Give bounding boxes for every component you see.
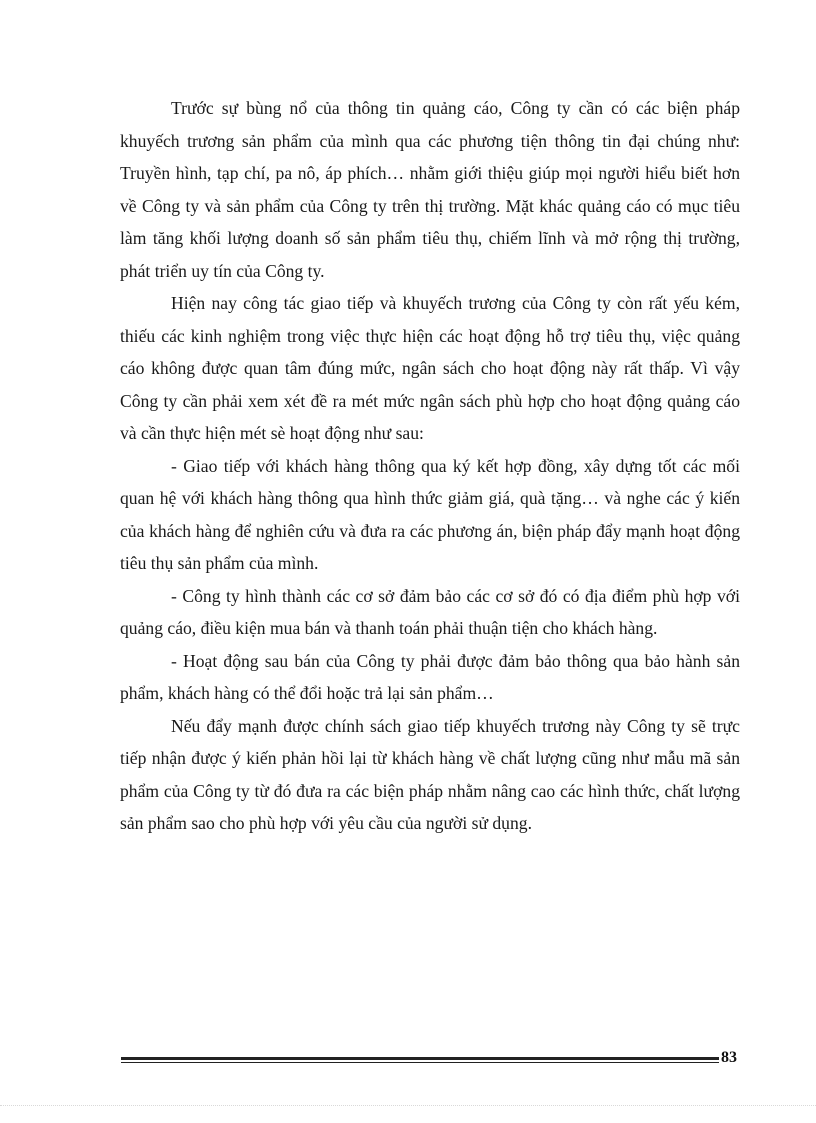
footer-rule [121, 1057, 719, 1063]
paragraph-bullet-customer-communication: - Giao tiếp với khách hàng thông qua ký kết hợp đồng, xây dựng tốt các mối quan hệ với khách hàng thông qua hình thức giảm giá, quà tặng… và nghe các ý kiến của khách hàng để nghiên cứu và đưa ra các phương án, biện pháp đẩy mạnh hoạt động tiêu thụ sản phẩm của mình. [120, 455, 740, 573]
paragraph-advertising-intro: Trước sự bùng nổ của thông tin quảng cáo, Công ty cần có các biện pháp khuyếch trương sản phẩm của mình qua các phương tiện thông tin đại chúng như: Truyền hình, tạp chí, pa nô, áp phích… nhằm giới thiệu giúp mọi người hiểu biết hơn về Công ty và sản phẩm của Công ty trên thị trường. Mặt khác quảng cáo có mục tiêu làm tăng khối lượng doanh số sản phẩm tiêu thụ, chiếm lĩnh và mở rộng thị trường, phát triển uy tín của Công ty. [120, 98, 740, 281]
paragraph-bullet-facilities: - Công ty hình thành các cơ sở đảm bảo các cơ sở đó có địa điểm phù hợp với quảng cáo, điều kiện mua bán và thanh toán phải thuận tiện cho khách hàng. [120, 585, 740, 638]
page-number: 83 [721, 1049, 737, 1066]
body-text [120, 92, 740, 840]
page-bottom-dotted-line [0, 1105, 816, 1106]
paragraph-current-status: Hiện nay công tác giao tiếp và khuyếch trương của Công ty còn rất yếu kém, thiếu các kinh nghiệm trong việc thực hiện các hoạt động hỗ trợ tiêu thụ, việc quảng cáo không được quan tâm đúng mức, ngân sách cho hoạt động này rất thấp. Vì vậy Công ty cần phải xem xét đề ra mét mức ngân sách phù hợp cho hoạt động quảng cáo và cần thực hiện mét sè hoạt động như sau: [120, 293, 740, 443]
paragraph-bullet-after-sales: - Hoạt động sau bán của Công ty phải được đảm bảo thông qua bảo hành sản phẩm, khách hàng có thể đổi hoặc trả lại sản phẩm… [120, 650, 740, 703]
paragraph-conclusion: Nếu đẩy mạnh được chính sách giao tiếp khuyếch trương này Công ty sẽ trực tiếp nhận được ý kiến phản hồi lại từ khách hàng về chất lượng cũng như mẫu mã sản phẩm của Công ty từ đó đưa ra các biện pháp nhằm nâng cao các hình thức, chất lượng sản phẩm sao cho phù hợp với yêu cầu của người sử dụng. [120, 715, 740, 833]
